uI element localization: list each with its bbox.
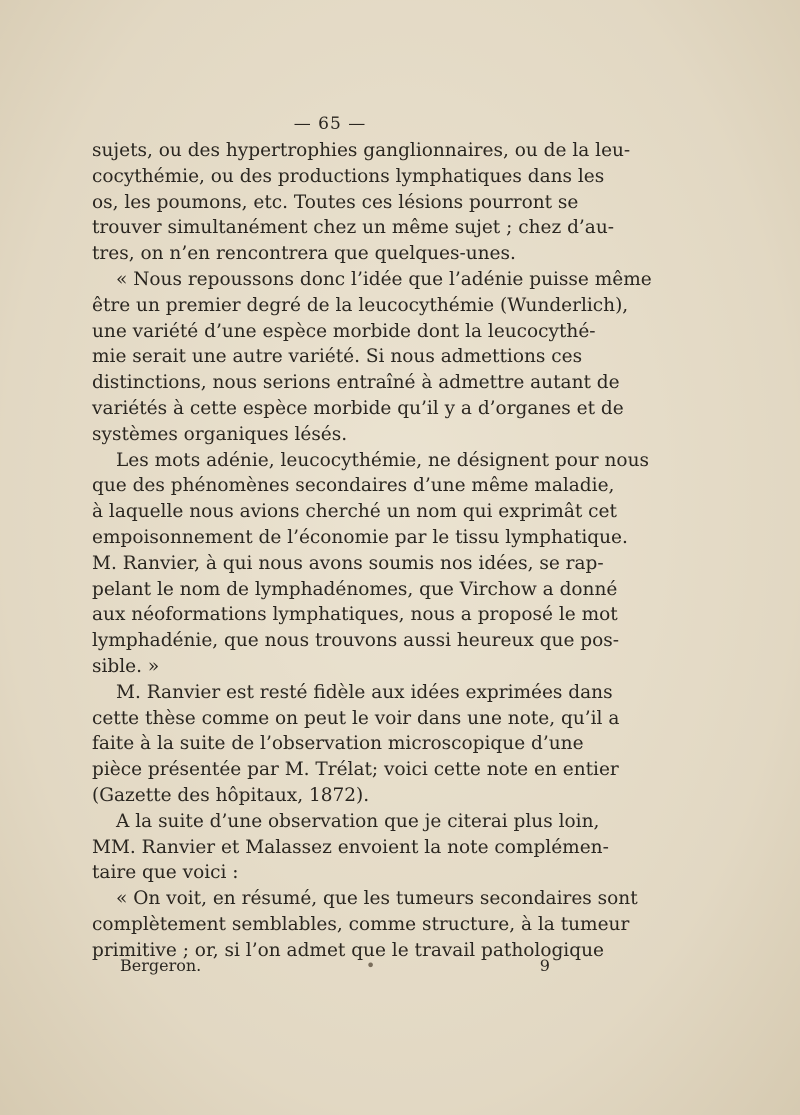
footer-signature: 9 bbox=[539, 956, 550, 975]
text-line: sujets, ou des hypertrophies ganglionnaires, ou de la leu- bbox=[92, 140, 631, 161]
text-line: aux néoformations lymphatiques, nous a proposé le mot bbox=[92, 604, 618, 626]
text-line: variétés à cette espèce morbide qu’il y a d’organes et de bbox=[92, 397, 624, 419]
text-line: « On voit, en résumé, que les tumeurs secondaires sont bbox=[116, 888, 638, 910]
text-line: à laquelle nous avions cherché un nom qui exprimât cet bbox=[92, 501, 617, 523]
text-line: cocythémie, ou des productions lymphatiques dans les bbox=[92, 165, 605, 187]
text-line: Les mots adénie, leucocythémie, ne désignent pour nous bbox=[116, 449, 649, 471]
text-line: une variété d’une espèce morbide dont la leucocythé- bbox=[92, 320, 596, 342]
text-line: lymphadénie, que nous trouvons aussi heureux que pos- bbox=[92, 630, 620, 652]
text-line: distinctions, nous serions entraîné à admettre autant de bbox=[92, 372, 620, 394]
text-line: être un premier degré de la leucocythémie (Wunderlich), bbox=[92, 294, 629, 316]
text-line: taire que voici : bbox=[92, 862, 239, 884]
text-line: (Gazette des hôpitaux, 1872). bbox=[92, 784, 370, 806]
text-line: empoisonnement de l’économie par le tissu lymphatique. bbox=[92, 526, 628, 548]
text-line: faite à la suite de l’observation microscopique d’une bbox=[92, 733, 584, 755]
text-line: cette thèse comme on peut le voir dans une note, qu’il a bbox=[92, 707, 620, 729]
text-line: pièce présentée par M. Trélat; voici cette note en entier bbox=[92, 759, 619, 781]
text-line: M. Ranvier, à qui nous avons soumis nos idées, se rap- bbox=[92, 552, 604, 574]
text-line: mie serait une autre variété. Si nous admettions ces bbox=[92, 346, 583, 368]
text-line: complètement semblables, comme structure, à la tumeur bbox=[92, 913, 630, 935]
text-line: primitive ; or, si l’on admet que le travail pathologique bbox=[92, 939, 604, 961]
text-line: trouver simultanément chez un même sujet ; chez d’au- bbox=[92, 217, 615, 239]
body-text bbox=[92, 138, 652, 964]
text-line: tres, on n’en rencontrera que quelques-unes. bbox=[92, 243, 516, 265]
text-line: A la suite d’une observation que je citerai plus loin, bbox=[116, 810, 600, 832]
footer-author: Bergeron. bbox=[120, 956, 202, 975]
footer-dot: • bbox=[365, 956, 376, 975]
text-line: MM. Ranvier et Malassez envoient la note complémen- bbox=[92, 836, 609, 858]
text-line: pelant le nom de lymphadénomes, que Virchow a donné bbox=[92, 578, 618, 600]
text-line: os, les poumons, etc. Toutes ces lésions pourront se bbox=[92, 191, 579, 213]
page-number: — 65 — bbox=[293, 114, 367, 134]
text-line: systèmes organiques lésés. bbox=[92, 423, 348, 445]
text-line: « Nous repoussons donc l’idée que l’adénie puisse même bbox=[116, 268, 652, 290]
text-line: sible. » bbox=[92, 655, 160, 677]
page-footer bbox=[120, 956, 550, 975]
text-line: M. Ranvier est resté fidèle aux idées exprimées dans bbox=[116, 681, 613, 703]
text-line: que des phénomènes secondaires d’une même maladie, bbox=[92, 475, 615, 497]
